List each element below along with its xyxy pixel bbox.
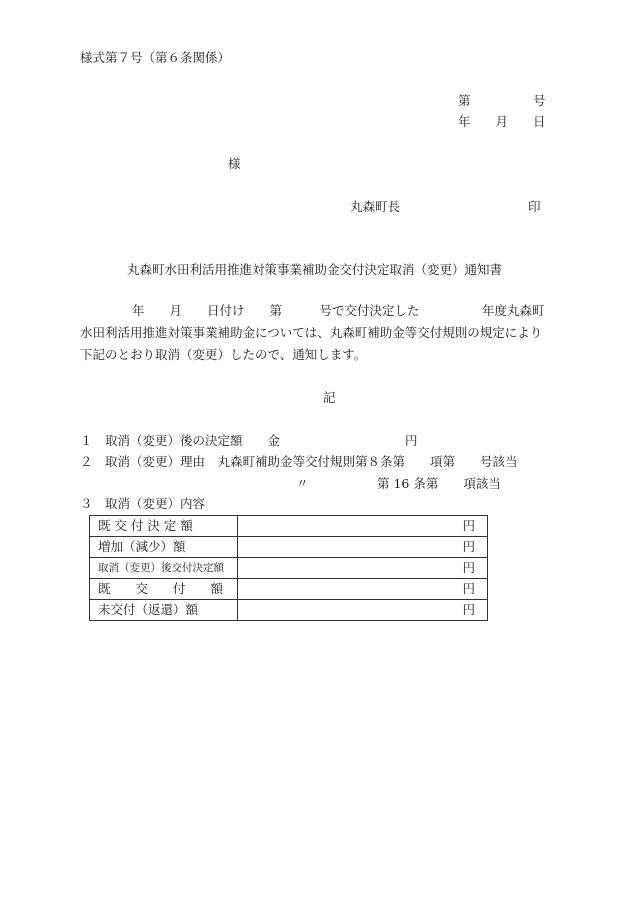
table-row bbox=[90, 579, 488, 600]
document-title: 丸森町水田利活用推進対策事業補助金交付決定取消（変更）通知書 bbox=[127, 262, 503, 277]
sender-name: 丸森町長 bbox=[350, 199, 401, 214]
addressee-suffix: 様 bbox=[228, 156, 241, 171]
table-row bbox=[90, 558, 488, 579]
item-2-line-1: ２ 取消（変更）理由 丸森町補助金等交付規則第８条第 項第 号該当 bbox=[80, 454, 518, 469]
document-number-label: 第 号 bbox=[458, 93, 546, 108]
seal-mark: 印 bbox=[528, 199, 541, 214]
body-line: 下記のとおり取消（変更）したので、通知します。 bbox=[80, 347, 367, 362]
detail-table bbox=[89, 515, 488, 621]
item-3: ３ 取消（変更）内容 bbox=[80, 496, 206, 511]
ditto-mark: 〃 bbox=[296, 476, 309, 491]
row-amount-unit: 円 bbox=[238, 600, 488, 621]
row-amount-unit: 円 bbox=[238, 516, 488, 537]
ki-heading: 記 bbox=[323, 390, 336, 405]
table-row bbox=[90, 516, 488, 537]
row-label: 取消（変更）後交付決定額 bbox=[90, 558, 238, 579]
row-amount-unit: 円 bbox=[238, 537, 488, 558]
row-label: 既 交 付 決 定 額 bbox=[90, 516, 238, 537]
row-label: 既 交 付 額 bbox=[90, 579, 238, 600]
date-label: 年 月 日 bbox=[458, 114, 546, 129]
row-amount-unit: 円 bbox=[238, 558, 488, 579]
table-row bbox=[90, 537, 488, 558]
item-1: １ 取消（変更）後の決定額 金 円 bbox=[80, 433, 418, 448]
body-line: 年 月 日付け 第 号で交付決定した 年度丸森町 bbox=[132, 303, 545, 318]
form-number: 様式第７号（第６条関係） bbox=[80, 50, 231, 65]
table-row bbox=[90, 600, 488, 621]
body-paragraph bbox=[80, 300, 580, 366]
body-line: 水田利活用推進対策事業補助金については、丸森町補助金等交付規則の規定により bbox=[80, 325, 543, 340]
row-label: 未交付（返還）額 bbox=[90, 600, 238, 621]
row-amount-unit: 円 bbox=[238, 579, 488, 600]
item-2-line-2: 第 16 条第 項該当 bbox=[377, 476, 501, 491]
row-label: 増加（減少）額 bbox=[90, 537, 238, 558]
